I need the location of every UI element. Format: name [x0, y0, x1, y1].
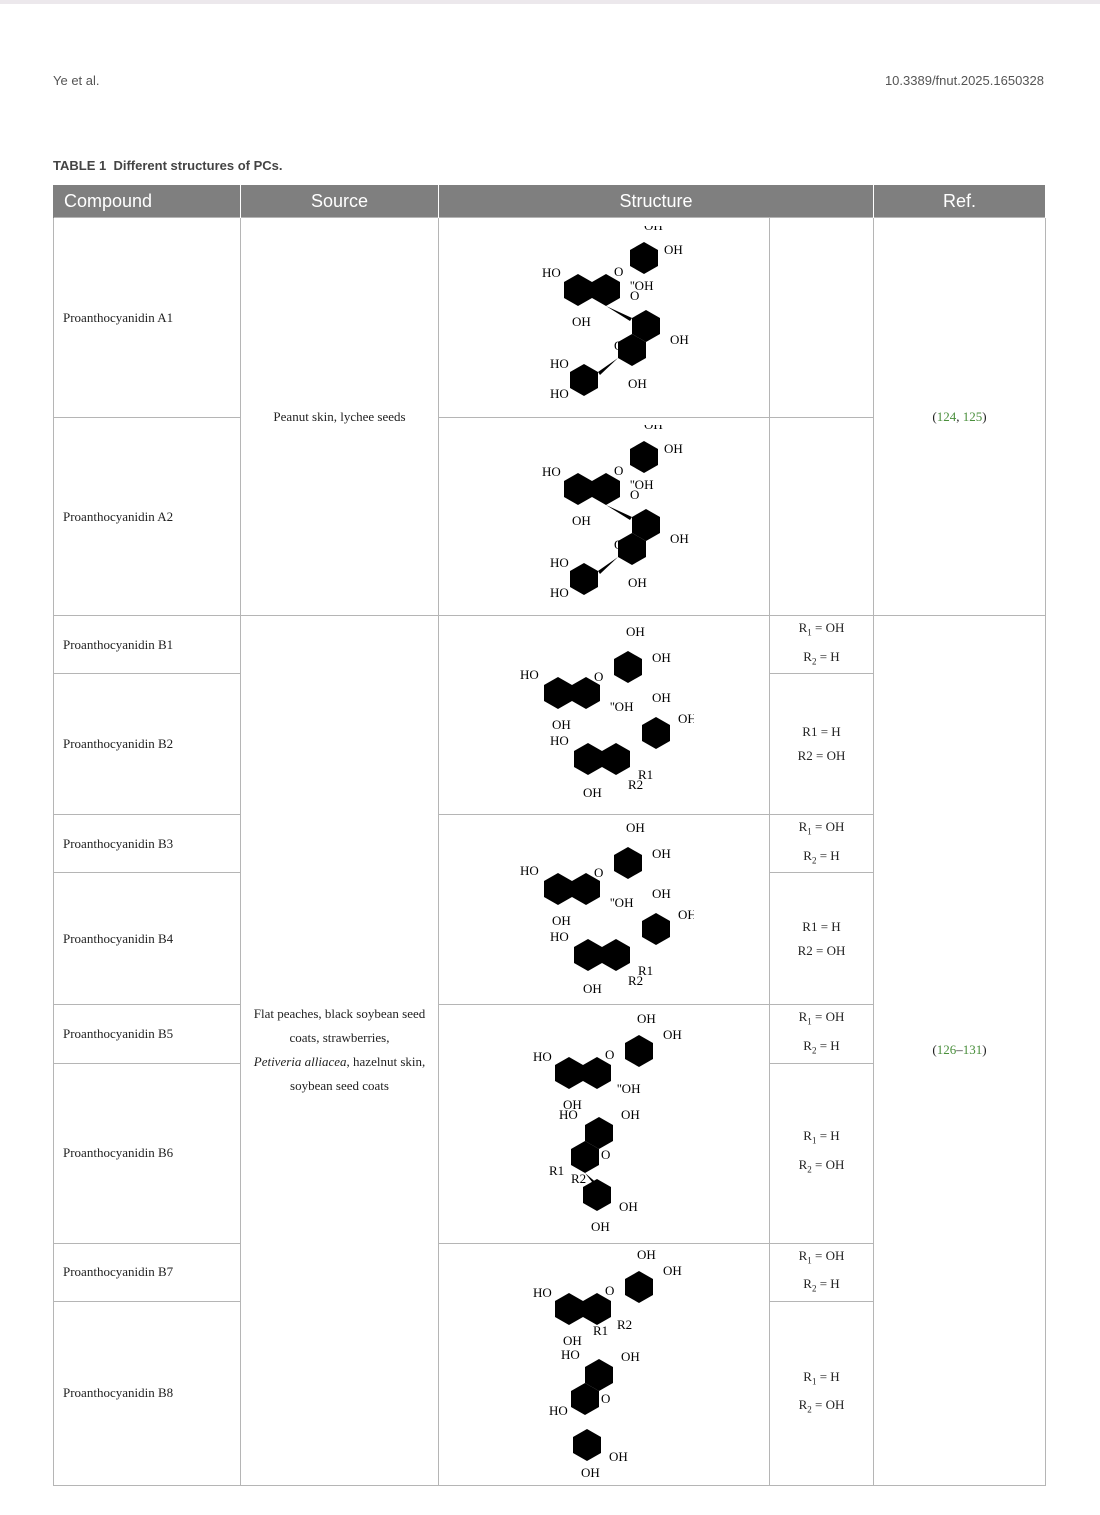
substituent-r: R: [803, 847, 812, 863]
subscript: 1: [807, 627, 812, 638]
chemical-structure: [519, 1249, 689, 1479]
ref-link[interactable]: 131: [962, 1042, 983, 1058]
substituent-value: = OH: [811, 1009, 845, 1025]
table-caption: [53, 158, 283, 173]
col-header-compound: Compound: [54, 185, 241, 218]
compound-cell: Proanthocyanidin B8: [54, 1301, 241, 1485]
substituent-value: = H: [816, 1037, 840, 1053]
substituent-cell: [770, 616, 874, 674]
compound-cell: Proanthocyanidin B3: [54, 815, 241, 873]
substituent-value: = H: [816, 1128, 840, 1144]
ref-link[interactable]: 124: [936, 408, 957, 424]
compound-cell: Proanthocyanidin A2: [54, 418, 241, 616]
ref-close: ): [982, 1042, 987, 1058]
substituent-r: R: [798, 1009, 808, 1025]
substituent-cell: [770, 218, 874, 418]
structure-image: [439, 1005, 770, 1243]
substituent-value: R1 = H: [802, 724, 841, 740]
chemical-structure: [519, 1013, 689, 1235]
subscript: 2: [811, 855, 817, 866]
running-header-doi[interactable]: 10.3389/fnut.2025.1650328: [884, 73, 1044, 88]
structure-image: [439, 616, 770, 815]
structure-image: [439, 418, 770, 616]
substituent-value: = H: [816, 1368, 840, 1384]
compound-cell: Proanthocyanidin B5: [54, 1005, 241, 1063]
source-species: Petiveria alliacea: [253, 1054, 347, 1070]
compound-cell: Proanthocyanidin B7: [54, 1243, 241, 1301]
subscript: 1: [811, 1136, 817, 1147]
ref-sep: –: [956, 1042, 963, 1058]
substituent-value: = H: [816, 847, 840, 863]
substituent-cell: [770, 1243, 874, 1301]
substituent-cell: [770, 815, 874, 873]
compound-cell: Proanthocyanidin B6: [54, 1063, 241, 1243]
subscript: 2: [811, 656, 817, 667]
ref-sep: ,: [956, 408, 963, 424]
substituent-r: R: [803, 1037, 812, 1053]
subscript: 1: [807, 1016, 812, 1027]
subscript: 1: [807, 1255, 812, 1266]
ref-cell: [874, 218, 1046, 616]
substituent-value: = OH: [811, 1157, 845, 1173]
source-cell: [241, 616, 439, 1486]
compound-cell: Proanthocyanidin B2: [54, 674, 241, 815]
chemical-structure: [514, 821, 694, 999]
ref-link[interactable]: 126: [936, 1042, 957, 1058]
substituent-cell: [770, 1063, 874, 1243]
subscript: 1: [811, 1376, 817, 1387]
structure-image: [439, 1243, 770, 1485]
substituent-r: R: [798, 819, 808, 835]
top-rule: [0, 0, 1100, 4]
table-row: [54, 218, 1046, 418]
subscript: 2: [807, 1164, 812, 1175]
substituent-r: R: [803, 648, 812, 664]
table-label: TABLE 1: [53, 158, 107, 173]
substituent-value: = H: [816, 1276, 840, 1292]
structures-table: [53, 185, 1046, 1486]
compound-cell: Proanthocyanidin B4: [54, 873, 241, 1005]
substituent-value: R1 = H: [802, 918, 841, 934]
substituent-cell: [770, 1301, 874, 1485]
subscript: 2: [811, 1283, 817, 1294]
subscript: 2: [807, 1404, 812, 1415]
compound-cell: Proanthocyanidin A1: [54, 218, 241, 418]
chemical-structure: [514, 625, 694, 805]
source-cell: Peanut skin, lychee seeds: [241, 218, 439, 616]
col-header-source: Source: [241, 185, 439, 218]
running-header-author: Ye et al.: [53, 73, 100, 88]
structure-image: [439, 815, 770, 1005]
structure-image: [439, 218, 770, 418]
ref-open: (: [932, 1042, 937, 1058]
substituent-value: R2 = OH: [797, 748, 846, 764]
subscript: 2: [811, 1045, 817, 1056]
substituent-r: R: [798, 1247, 808, 1263]
substituent-value: = OH: [811, 819, 845, 835]
col-header-ref: Ref.: [874, 185, 1046, 218]
source-text: Flat peaches, black soybean seed coats, strawberries,: [253, 1006, 426, 1046]
table-row: [54, 616, 1046, 674]
substituent-r: R: [803, 1368, 812, 1384]
col-header-structure: Structure: [439, 185, 874, 218]
ref-link[interactable]: 125: [962, 408, 983, 424]
substituent-cell: [770, 674, 874, 815]
ref-open: (: [932, 408, 937, 424]
substituent-r: R: [803, 1128, 812, 1144]
chemical-structure: [514, 226, 694, 410]
source-text: , hazelnut skin, soybean seed coats: [290, 1054, 426, 1094]
substituent-r: R: [798, 620, 808, 635]
substituent-cell: [770, 418, 874, 616]
ref-cell: [874, 616, 1046, 1486]
substituent-cell: [770, 1005, 874, 1063]
substituent-value: = OH: [811, 1247, 845, 1263]
substituent-value: = OH: [811, 620, 845, 635]
substituent-r: R: [798, 1397, 808, 1413]
substituent-value: R2 = OH: [797, 942, 846, 958]
substituent-cell: [770, 873, 874, 1005]
table-title: Different structures of PCs.: [113, 158, 283, 173]
subscript: 1: [807, 826, 812, 837]
chemical-structure: [514, 425, 694, 609]
substituent-r: R: [798, 1157, 808, 1173]
substituent-r: R: [803, 1276, 812, 1292]
substituent-value: = OH: [811, 1397, 845, 1413]
ref-close: ): [982, 408, 987, 424]
table-header-row: [54, 185, 1046, 218]
compound-cell: Proanthocyanidin B1: [54, 616, 241, 674]
substituent-value: = H: [816, 648, 840, 664]
